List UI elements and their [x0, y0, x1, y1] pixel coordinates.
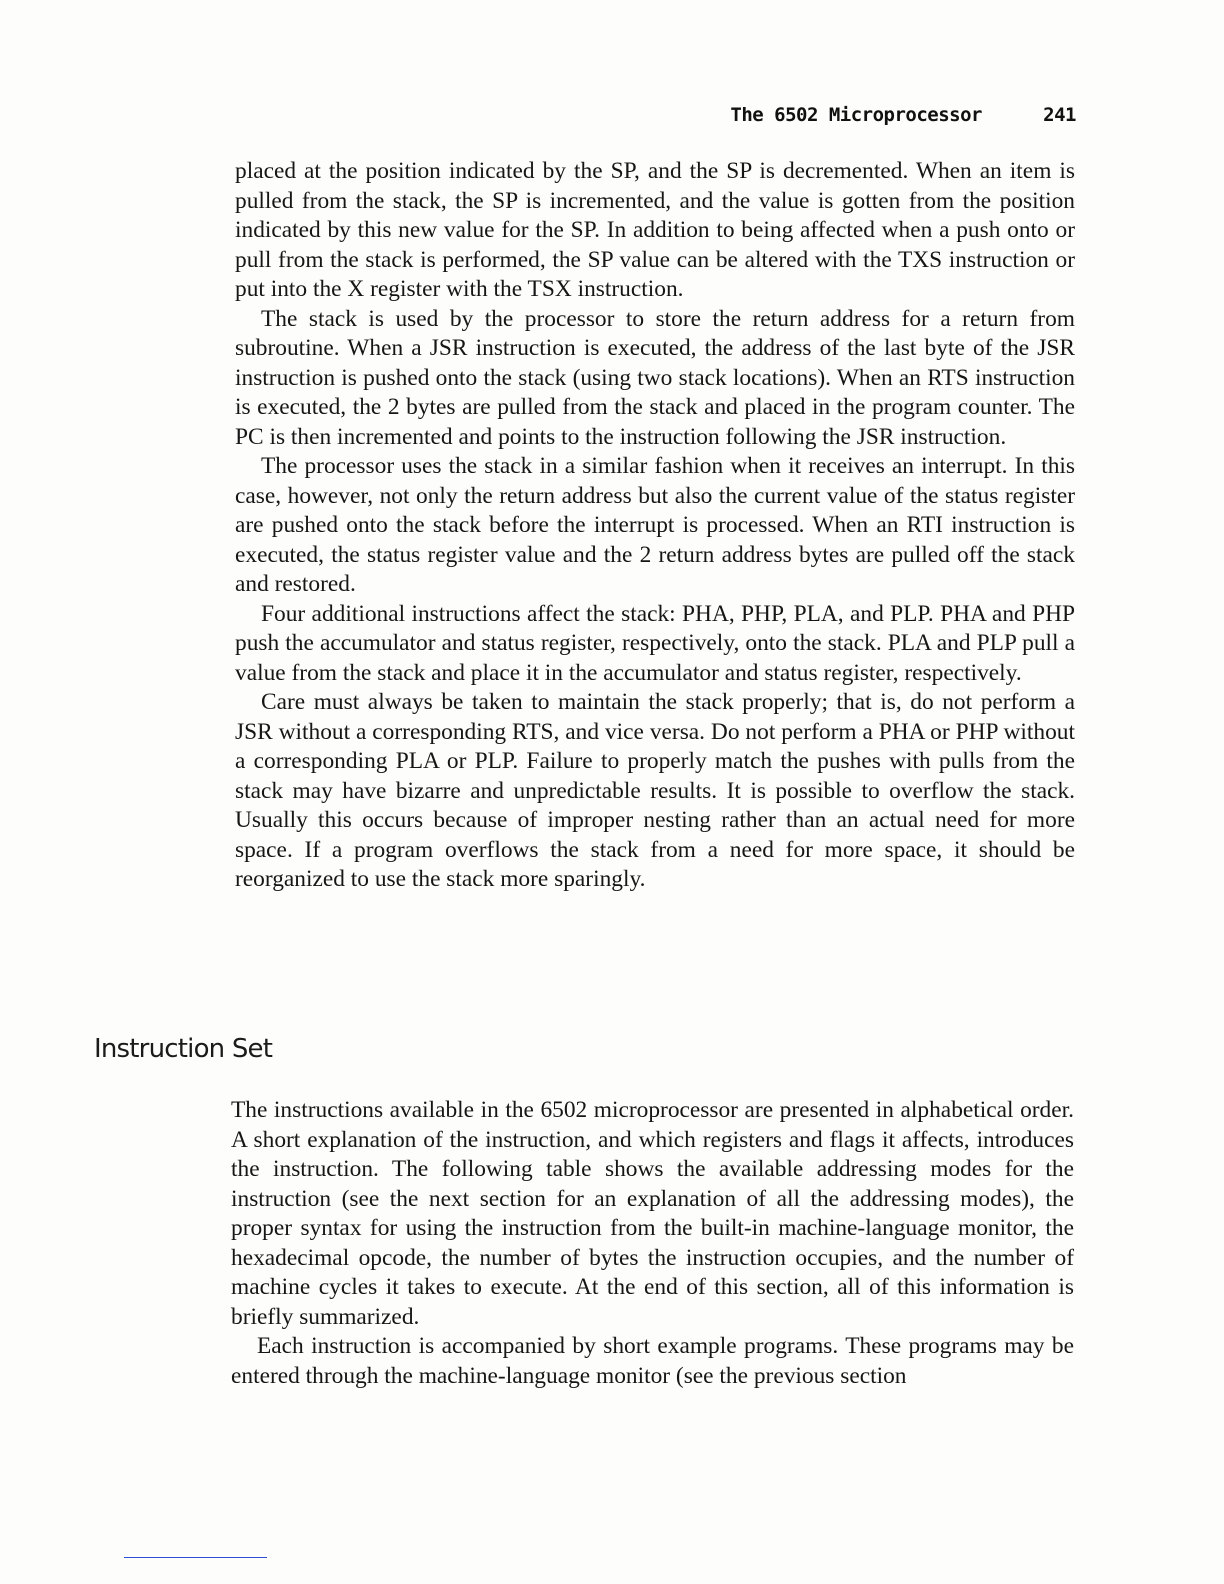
footnote-rule: [124, 1557, 267, 1558]
running-head-title: The 6502 Microprocessor: [730, 104, 982, 126]
stack-discussion-text: [235, 157, 1075, 895]
page-number: 241: [1043, 104, 1076, 126]
paragraph-subroutine-return: The stack is used by the processor to store the return address for a return from subroutine. When a JSR instruction is executed, the address of the last byte of the JSR instruction is pushed onto the stack (using two stack locations). When an RTS instruction is executed, the 2 bytes are pulled from the stack and placed in the program counter. The PC is then incremented and points to the instruction following the JSR instruction.: [235, 305, 1075, 450]
paragraph-example-programs: Each instruction is accompanied by short example programs. These programs may be entered through the machine-language monitor (see the previous section: [231, 1333, 1074, 1389]
paragraph-instruction-overview: The instructions available in the 6502 microprocessor are presented in alphabetical order. A short explanation of the instruction, and which registers and flags it affects, introduces the instruction. The following table shows the available addressing modes for the instruction (see the next section for an explanation of all the addressing modes), the proper syntax for using the instruction from the built-in machine-language monitor, the hexadecimal opcode, the number of bytes the instruction occupies, and the number of machine cycles it takes to execute. At the end of this section, all of this information is briefly summarized.: [231, 1097, 1074, 1330]
paragraph-interrupt-handling: The processor uses the stack in a similar fashion when it receives an interrupt. In this case, however, not only the return address but also the current value of the status register are pushed onto the stack before the interrupt is processed. When an RTI instruction is executed, the status register value and the 2 return address bytes are pulled off the stack and restored.: [235, 453, 1075, 597]
paragraph-stack-maintenance: Care must always be taken to maintain the stack properly; that is, do not perform a JSR without a corresponding RTS, and vice versa. Do not perform a PHA or PHP without a corresponding PLA or PLP. Failure to properly match the pushes with pulls from the stack may have bizarre and unpredictable results. It is possible to overflow the stack. Usually this occurs because of improper nesting rather than an actual need for more space. If a program overflows the stack from a need for more space, it should be reorganized to use the stack more sparingly.: [235, 689, 1075, 892]
paragraph-stack-instructions: Four additional instructions affect the stack: PHA, PHP, PLA, and PLP. PHA and PHP push the accumulator and status register, respectively, onto the stack. PLA and PLP pull a value from the stack and place it in the accumulator and status register, respectively.: [235, 600, 1075, 686]
instruction-set-text: [231, 1096, 1074, 1391]
paragraph-stack-pointer: placed at the position indicated by the SP, and the SP is decremented. When an item is pulled from the stack, the SP is incremented, and the value is gotten from the position indicated by this new value for the SP. In addition to being affected when a push onto or pull from the stack is performed, the SP value can be altered with the TXS instruction or put into the X register with the TSX instruction.: [235, 158, 1075, 302]
section-heading-instruction-set: Instruction Set: [94, 1034, 273, 1064]
